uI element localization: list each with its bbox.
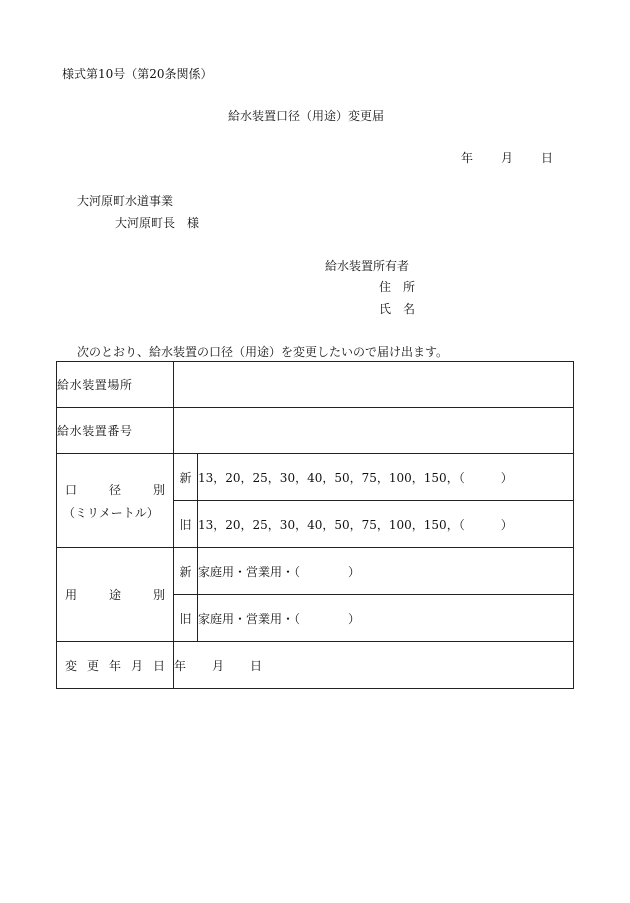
location-row bbox=[57, 362, 574, 408]
usage-old-label: 旧 bbox=[174, 595, 198, 642]
change-date-label-char: 年 bbox=[108, 658, 121, 673]
number-row bbox=[57, 408, 574, 454]
change-date-field[interactable] bbox=[174, 642, 574, 689]
change-date-month: 月 bbox=[212, 658, 225, 673]
applicant-heading: 給水装置所有者 bbox=[325, 259, 410, 273]
change-date-label-char: 更 bbox=[86, 658, 99, 673]
diameter-old-options[interactable]: 13，20，25，30，40，50，75，100，150，（ ） bbox=[198, 501, 574, 548]
usage-label-char: 別 bbox=[152, 588, 165, 602]
diameter-label-char: 別 bbox=[152, 482, 165, 497]
usage-new-options[interactable]: 家庭用・営業用・（ ） bbox=[198, 548, 574, 595]
change-date-row bbox=[57, 642, 574, 689]
change-date-label bbox=[57, 642, 174, 689]
location-field[interactable] bbox=[174, 362, 574, 408]
diameter-new-row bbox=[57, 454, 574, 501]
number-label: 給水装置番号 bbox=[57, 408, 174, 454]
date-month: 月 bbox=[501, 151, 514, 165]
diameter-old-label: 旧 bbox=[174, 501, 198, 548]
date-year: 年 bbox=[461, 151, 474, 165]
form-title: 給水装置口径（用途）変更届 bbox=[228, 109, 385, 123]
number-field[interactable] bbox=[174, 408, 574, 454]
date-day: 日 bbox=[541, 151, 554, 165]
change-date-day: 日 bbox=[250, 658, 263, 673]
diameter-unit: （ミリメートル） bbox=[63, 505, 159, 520]
diameter-new-options[interactable]: 13，20，25，30，40，50，75，100，150，（ ） bbox=[198, 454, 574, 501]
diameter-new-label: 新 bbox=[174, 454, 198, 501]
usage-new-label: 新 bbox=[174, 548, 198, 595]
form-number: 様式第10号（第20条関係） bbox=[62, 67, 213, 81]
diameter-label-char: 径 bbox=[108, 482, 121, 497]
addressee-mayor: 大河原町長 様 bbox=[115, 216, 200, 230]
applicant-address-label: 住 所 bbox=[379, 280, 416, 294]
change-date-year: 年 bbox=[174, 658, 187, 673]
usage-label bbox=[57, 548, 174, 642]
usage-label-char: 途 bbox=[108, 588, 121, 602]
usage-label-char: 用 bbox=[65, 588, 78, 602]
addressee-org: 大河原町水道事業 bbox=[77, 194, 174, 208]
change-date-label-char: 月 bbox=[130, 658, 143, 673]
usage-old-options[interactable]: 家庭用・営業用・（ ） bbox=[198, 595, 574, 642]
applicant-name-label: 氏 名 bbox=[379, 302, 416, 316]
intro-text: 次のとおり、給水装置の口径（用途）を変更したいので届け出ます。 bbox=[77, 345, 449, 359]
diameter-label bbox=[57, 454, 174, 548]
location-label: 給水装置場所 bbox=[57, 362, 174, 408]
change-date-label-char: 日 bbox=[152, 658, 165, 673]
diameter-label-char: 口 bbox=[65, 482, 78, 497]
application-table bbox=[56, 361, 574, 689]
usage-new-row bbox=[57, 548, 574, 595]
change-date-label-char: 変 bbox=[65, 658, 78, 673]
